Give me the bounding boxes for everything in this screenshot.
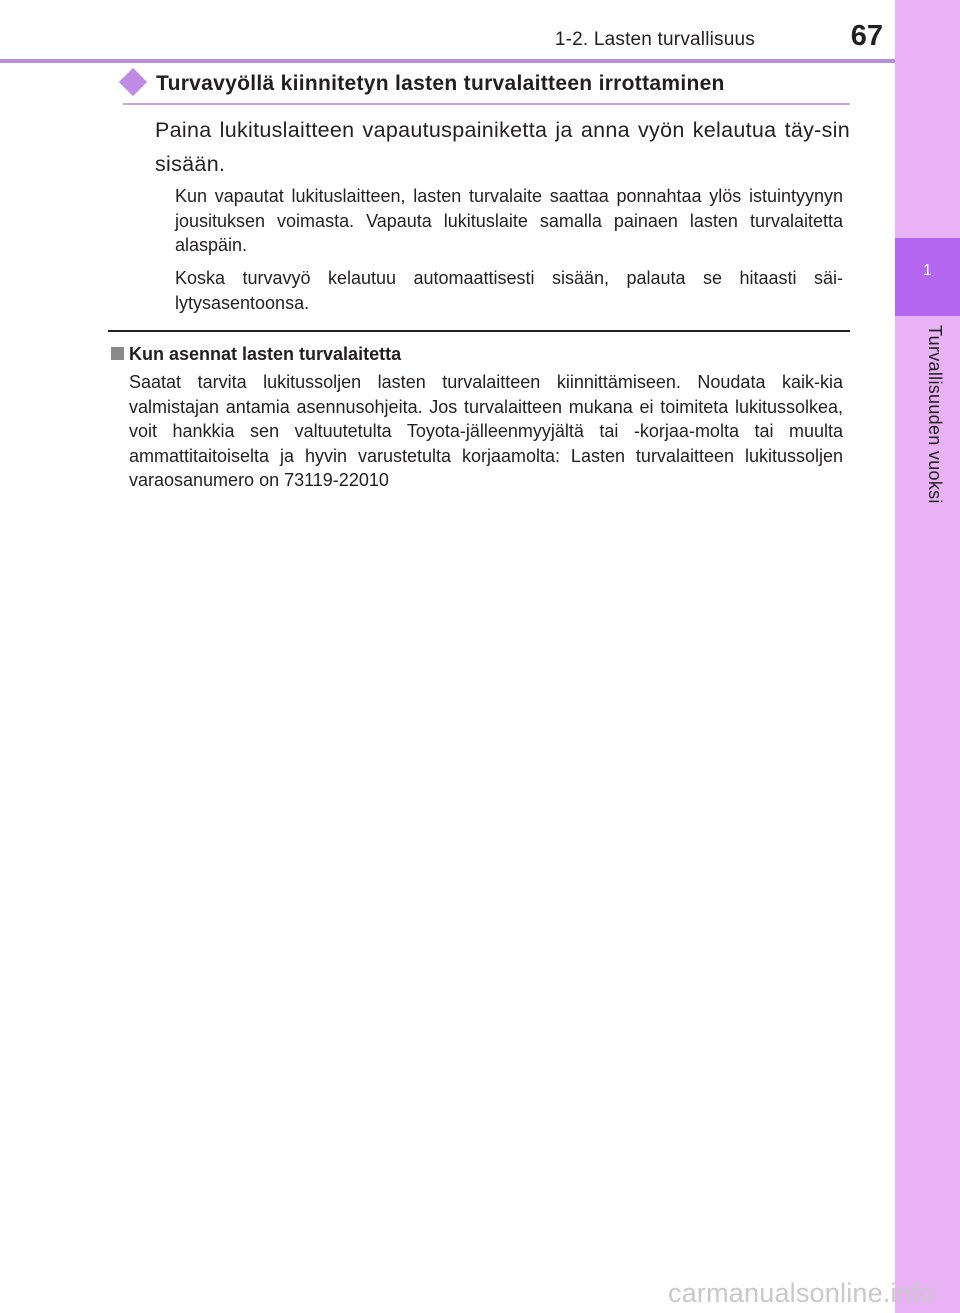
section-heading [123,68,850,106]
side-tab [895,0,960,1313]
instruction-text: Paina lukituslaitteen vapautuspainiketta ja anna vyön kelautua täy-sin sisään. [155,118,850,176]
section-divider [108,330,850,332]
side-tab-chapter-label: Turvallisuuden vuoksi [925,325,945,504]
subsection-body: Saatat tarvita lukitussoljen lasten turvalaitteen kiinnittämiseen. Noudata kaik-kia valmistajan antamia asennusohjeita. Jos turvalaitteen mukana ei toimiteta lukitussolkea, voit hankkia sen valtuutetulta Toyota-jälleenmyyjältä tai -korjaa-molta tai muulta ammattitaitoiselta ja hyvin varustetulta korjaamolta: Lasten turvalaitteen lukitussoljen varaosanumero on 73119-22010 [129,372,843,490]
subsection-heading-text: Kun asennat lasten turvalaitetta [129,344,402,364]
diamond-icon [119,68,147,96]
page-header [0,0,895,62]
square-icon [111,347,124,360]
header-section-title: 1-2. Lasten turvallisuus [554,29,755,50]
side-tab-chapter-number: 1 [923,262,932,279]
header-rule [0,59,895,63]
page-number: 67 [850,20,883,52]
watermark: carmanualsonline.info [668,1278,935,1308]
note-paragraph-2: Koska turvavyö kelautuu automaattisesti sisään, palauta se hitaasti säi-lytysasentoonsa. [175,268,843,313]
note-paragraph-1: Kun vapautat lukituslaitteen, lasten turvalaite saattaa ponnahtaa ylös istuintyynyn jousituksen voimasta. Vapauta lukituslaite samalla painaen lasten turvalaitetta alaspäin. [175,186,843,255]
section-heading-rule [123,103,850,105]
section-heading-text: Turvavyöllä kiinnitetyn lasten turvalaitteen irrottaminen [156,72,725,95]
